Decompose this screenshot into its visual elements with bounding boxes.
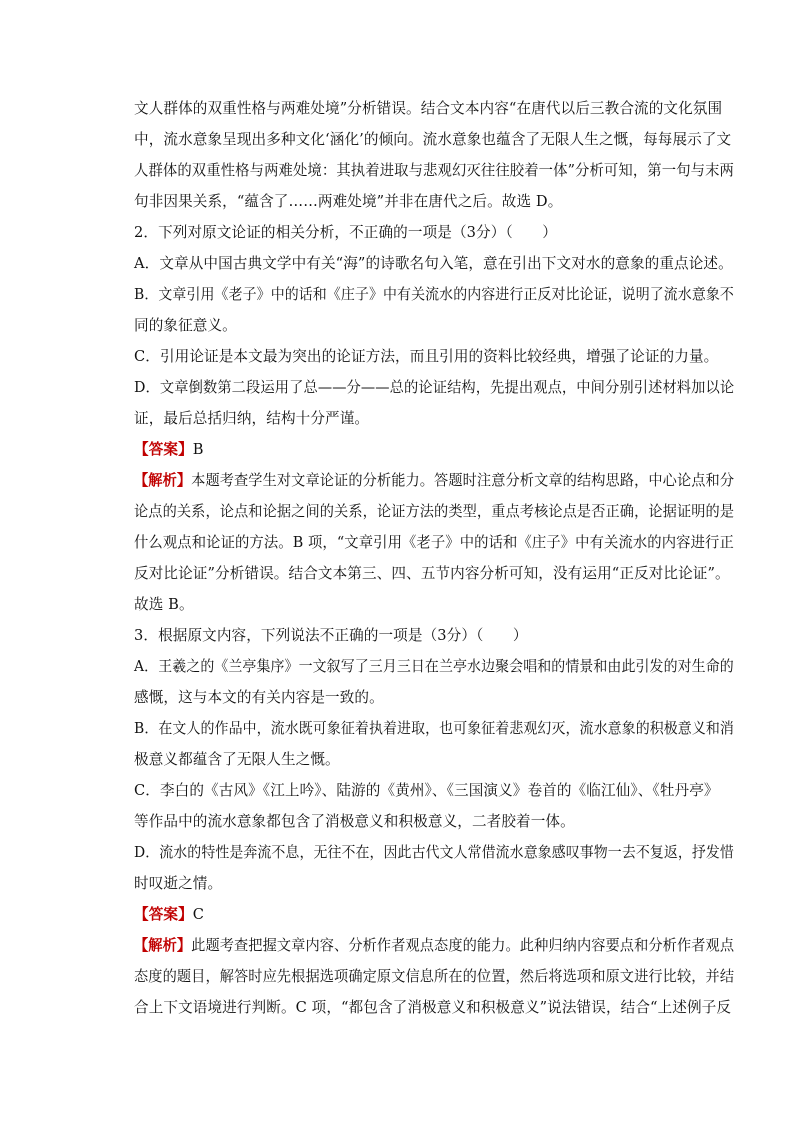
option-b: B．文章引用《老子》中的话和《庄子》中有关流水的内容进行正反对比论证，说明了流水意象不: [134, 286, 734, 303]
answer-tag: 【答案】: [134, 441, 193, 458]
text-line: 什么观点和论证的方法。B 项，“文章引用《老子》中的话和《庄子》中有关流水的内容进行正: [134, 534, 734, 551]
answer-line-q2: [134, 440, 734, 460]
option-c: C．李白的《古风》《江上吟》、陆游的《黄州》、《三国演义》卷首的《临江仙》、《牡丹亭》: [134, 782, 719, 799]
analysis-line-q2: [134, 471, 735, 491]
text-line: 合上下文语境进行判断。C 项，“都包含了消极意义和积极意义”说法错误，结合“上述例子反: [134, 999, 732, 1016]
answer-tag: 【答案】: [134, 906, 193, 923]
option-d-cont: 证，最后总括归纳，结构十分严谨。: [134, 410, 370, 427]
answer-line-q3: [134, 905, 734, 925]
option-b-cont: 极意义都蕴含了无限人生之慨。: [134, 751, 340, 768]
option-b-cont: 同的象征意义。: [134, 317, 237, 334]
text-line: 句非因果关系，“蕴含了……两难处境”并非在唐代之后。故选 D。: [134, 193, 563, 210]
answer-value: C: [192, 906, 205, 923]
answer-value: B: [192, 441, 204, 458]
analysis-text: 此题考查把握文章内容、分析作者观点态度的能力。此种归纳内容要点和分析作者观点: [191, 937, 735, 954]
option-b: B．在文人的作品中，流水既可象征着执着进取，也可象征着悲观幻灭，流水意象的积极意义和消: [134, 720, 734, 737]
text-line: 人群体的双重性格与两难处境：其执着进取与悲观幻灭往往胶着一体”分析可知，第一句与末两: [134, 162, 735, 179]
option-d: D．流水的特性是奔流不息，无往不在，因此古代文人常借流水意象感叹事物一去不复返，抒发惜: [134, 844, 734, 861]
text-line: 文人群体的双重性格与两难处境”分析错误。结合文本内容“在唐代以后三教合流的文化氛围: [134, 100, 723, 117]
option-a-cont: 感慨，这与本文的有关内容是一致的。: [134, 689, 384, 706]
question-3-stem: 3．根据原文内容，下列说法不正确的一项是（3分）（ ）: [134, 627, 528, 644]
analysis-text: 本题考查学生对文章论证的分析能力。答题时注意分析文章的结构思路，中心论点和分: [191, 472, 735, 489]
analysis-tag: 【解析】: [134, 472, 192, 489]
option-d-cont: 时叹逝之情。: [134, 875, 223, 892]
option-a: A．王羲之的《兰亭集序》一文叙写了三月三日在兰亭水边聚会唱和的情景和由此引发的对生命的: [134, 658, 734, 675]
text-line: 态度的题目，解答时应先根据选项确定原文信息所在的位置，然后将选项和原文进行比较，并结: [134, 968, 735, 985]
question-2-stem: 2．下列对原文论证的相关分析，不正确的一项是（3分）（ ）: [134, 224, 557, 241]
analysis-line-q3: [134, 936, 735, 956]
text-line: 论点的关系，论点和论据之间的关系，论证方法的类型，重点考核论点是否正确，论据证明的是: [134, 503, 735, 520]
option-c: C．引用论证是本文最为突出的论证方法，而且引用的资料比较经典，增强了论证的力量。: [134, 348, 719, 365]
option-a: A．文章从中国古典文学中有关“海”的诗歌名句入笔，意在引出下文对水的意象的重点论述。: [134, 255, 733, 272]
option-d: D．文章倒数第二段运用了总——分——总的论证结构，先提出观点，中间分别引述材料加以论: [134, 379, 735, 396]
text-line: 中，流水意象呈现出多种文化‘涵化’的倾向。流水意象也蕴含了无限人生之慨，每每展示了文: [134, 131, 732, 148]
text-line: 故选 B。: [134, 596, 194, 613]
option-c-cont: 等作品中的流水意象都包含了消极意义和积极意义，二者胶着一体。: [134, 813, 575, 830]
text-line: 反对比论证”分析错误。结合文本第三、四、五节内容分析可知，没有运用“正反对比论证”。: [134, 565, 730, 582]
analysis-tag: 【解析】: [134, 937, 192, 954]
